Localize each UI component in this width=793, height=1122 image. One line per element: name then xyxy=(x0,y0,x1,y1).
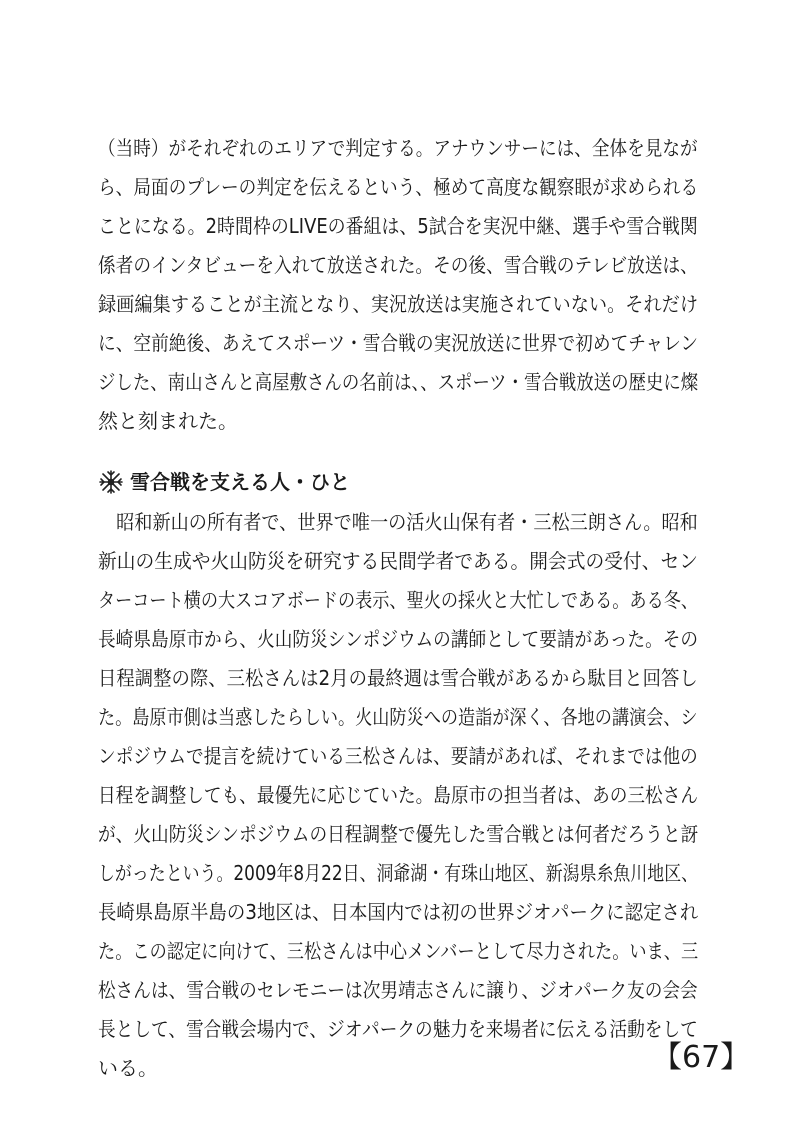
paragraph-2-line: 日程調整の際、三松さんは2月の最終週は雪合戦があるから駄目と回答し xyxy=(98,666,698,690)
page-number: 【67】 xyxy=(652,1040,751,1075)
paragraph-2-line: ターコート横の大スコアボードの表示、聖火の採火と大忙しである。ある冬、 xyxy=(98,588,698,612)
paragraph-1-line: ジした、南山さんと高屋敷さんの名前は、、スポーツ・雪合戦放送の歴史に燦 xyxy=(98,370,699,394)
paragraph-1-line: ら、局面のプレーの判定を伝えるという、極めて高度な観察眼が求められる xyxy=(98,175,699,199)
section-heading-text: 雪合戦を支える人・ひと xyxy=(130,470,350,494)
paragraph-2-line: 新山の生成や火山防災を研究する民間学者である。開会式の受付、セン xyxy=(98,549,698,573)
paragraph-1-line: （当時）がそれぞれのエリアで判定する。アナウンサーには、全体を見なが xyxy=(98,136,698,160)
paragraph-1-line: 然と刻まれた。 xyxy=(98,409,238,433)
snowflake-icon xyxy=(98,469,124,495)
paragraph-2-line: 長崎県島原半島の3地区は、日本国内では初の世界ジオパークに認定され xyxy=(98,900,699,924)
paragraph-2-line: 松さんは、雪合戦のセレモニーは次男靖志さんに譲り、ジオパーク友の会会 xyxy=(98,978,698,1002)
paragraph-2-line: が、火山防災シンポジウムの日程調整で優先した雪合戦とは何者だろうと訝 xyxy=(98,822,699,846)
paragraph-2-line: 長として、雪合戦会場内で、ジオパークの魅力を来場者に伝える活動をして xyxy=(98,1017,698,1041)
paragraph-2-line: 昭和新山の所有者で、世界で唯一の活火山保有者・三松三朗さん。昭和 xyxy=(98,510,698,534)
paragraph-2-line: 日程を調整しても、最優先に応じていた。島原市の担当者は、あの三松さん xyxy=(98,783,698,807)
section-heading xyxy=(98,464,350,500)
paragraph-1-line: 録画編集することが主流となり、実況放送は実施されていない。それだけ xyxy=(98,292,698,316)
paragraph-2-line: 長崎県島原市から、火山防災シンポジウムの講師として要請があった。その xyxy=(98,627,699,651)
paragraph-2-line: しがったという。2009年8月22日、洞爺湖・有珠山地区、新潟県糸魚川地区、 xyxy=(98,861,699,885)
paragraph-1-line: 係者のインタビューを入れて放送された。その後、雪合戦のテレビ放送は、 xyxy=(98,253,698,277)
paragraph-1-line: ことになる。2時間枠のLIVEの番組は、5試合を実況中継、選手や雪合戦関 xyxy=(98,214,698,238)
paragraph-2-line: いる。 xyxy=(98,1056,158,1080)
paragraph-1-line: に、空前絶後、あえてスポーツ・雪合戦の実況放送に世界で初めてチャレン xyxy=(98,331,699,355)
paragraph-2-line: ンポジウムで提言を続けている三松さんは、要請があれば、それまでは他の xyxy=(98,744,698,768)
paragraph-2-line: た。島原市側は当惑したらしい。火山防災への造詣が深く、各地の講演会、シ xyxy=(98,705,698,729)
paragraph-2-line: た。この認定に向けて、三松さんは中心メンバーとして尽力された。いま、三 xyxy=(98,939,699,963)
